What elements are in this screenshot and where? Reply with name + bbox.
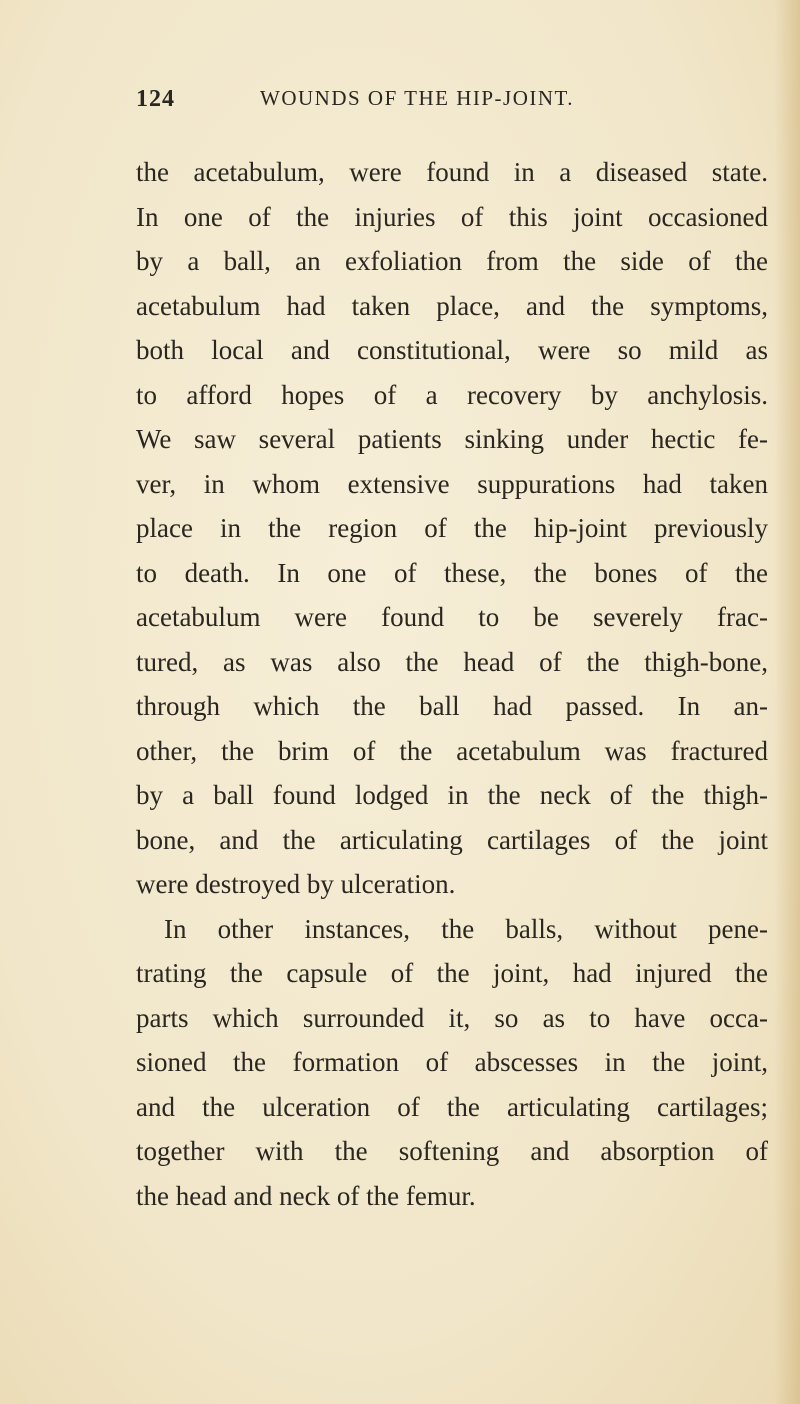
- text-line: by a ball found lodged in the neck of the thigh-: [136, 780, 768, 810]
- text-line: bone, and the articulating cartilages of the joint: [136, 824, 768, 855]
- text-line: through which the ball had passed. In an-: [136, 691, 768, 721]
- text-line: acetabulum had taken place, and the symptoms,: [136, 290, 768, 321]
- text-line: to afford hopes of a recovery by anchylosis.: [136, 379, 768, 410]
- text-line: and the ulceration of the articulating cartilages;: [136, 1091, 768, 1122]
- text-line: trating the capsule of the joint, had injured the: [136, 958, 768, 988]
- text-line: In one of the injuries of this joint occasioned: [136, 201, 768, 232]
- text-line: tured, as was also the head of the thigh-bone,: [136, 646, 768, 677]
- page-number: 124: [136, 86, 175, 112]
- text-line: acetabulum were found to be severely frac-: [136, 602, 768, 632]
- text-line: by a ball, an exfoliation from the side of the: [136, 246, 768, 276]
- text-line: ver, in whom extensive suppurations had taken: [136, 468, 768, 499]
- text-line: both local and constitutional, were so mild as: [136, 335, 768, 365]
- text-line: together with the softening and absorption of: [136, 1136, 768, 1166]
- text-line: place in the region of the hip-joint previously: [136, 513, 768, 543]
- text-line: other, the brim of the acetabulum was fractured: [136, 735, 768, 766]
- text-line: parts which surrounded it, so as to have occa-: [136, 1002, 768, 1033]
- text-line: the acetabulum, were found in a diseased state.: [136, 157, 768, 187]
- text-line: sioned the formation of abscesses in the joint,: [136, 1047, 768, 1077]
- paragraph-end-line: were destroyed by ulceration.: [136, 869, 456, 899]
- paragraph-end-line: the head and neck of the femur.: [136, 1180, 476, 1211]
- page-header: [136, 86, 656, 120]
- body-text: [136, 150, 768, 1218]
- page-edge-shadow: [774, 0, 800, 1404]
- text-line: to death. In one of these, the bones of the: [136, 557, 768, 588]
- running-title: WOUNDS OF THE HIP-JOINT.: [260, 86, 575, 110]
- paragraph-start-line: In other instances, the balls, without pene-: [164, 913, 768, 944]
- text-line: We saw several patients sinking under hectic fe-: [136, 424, 768, 454]
